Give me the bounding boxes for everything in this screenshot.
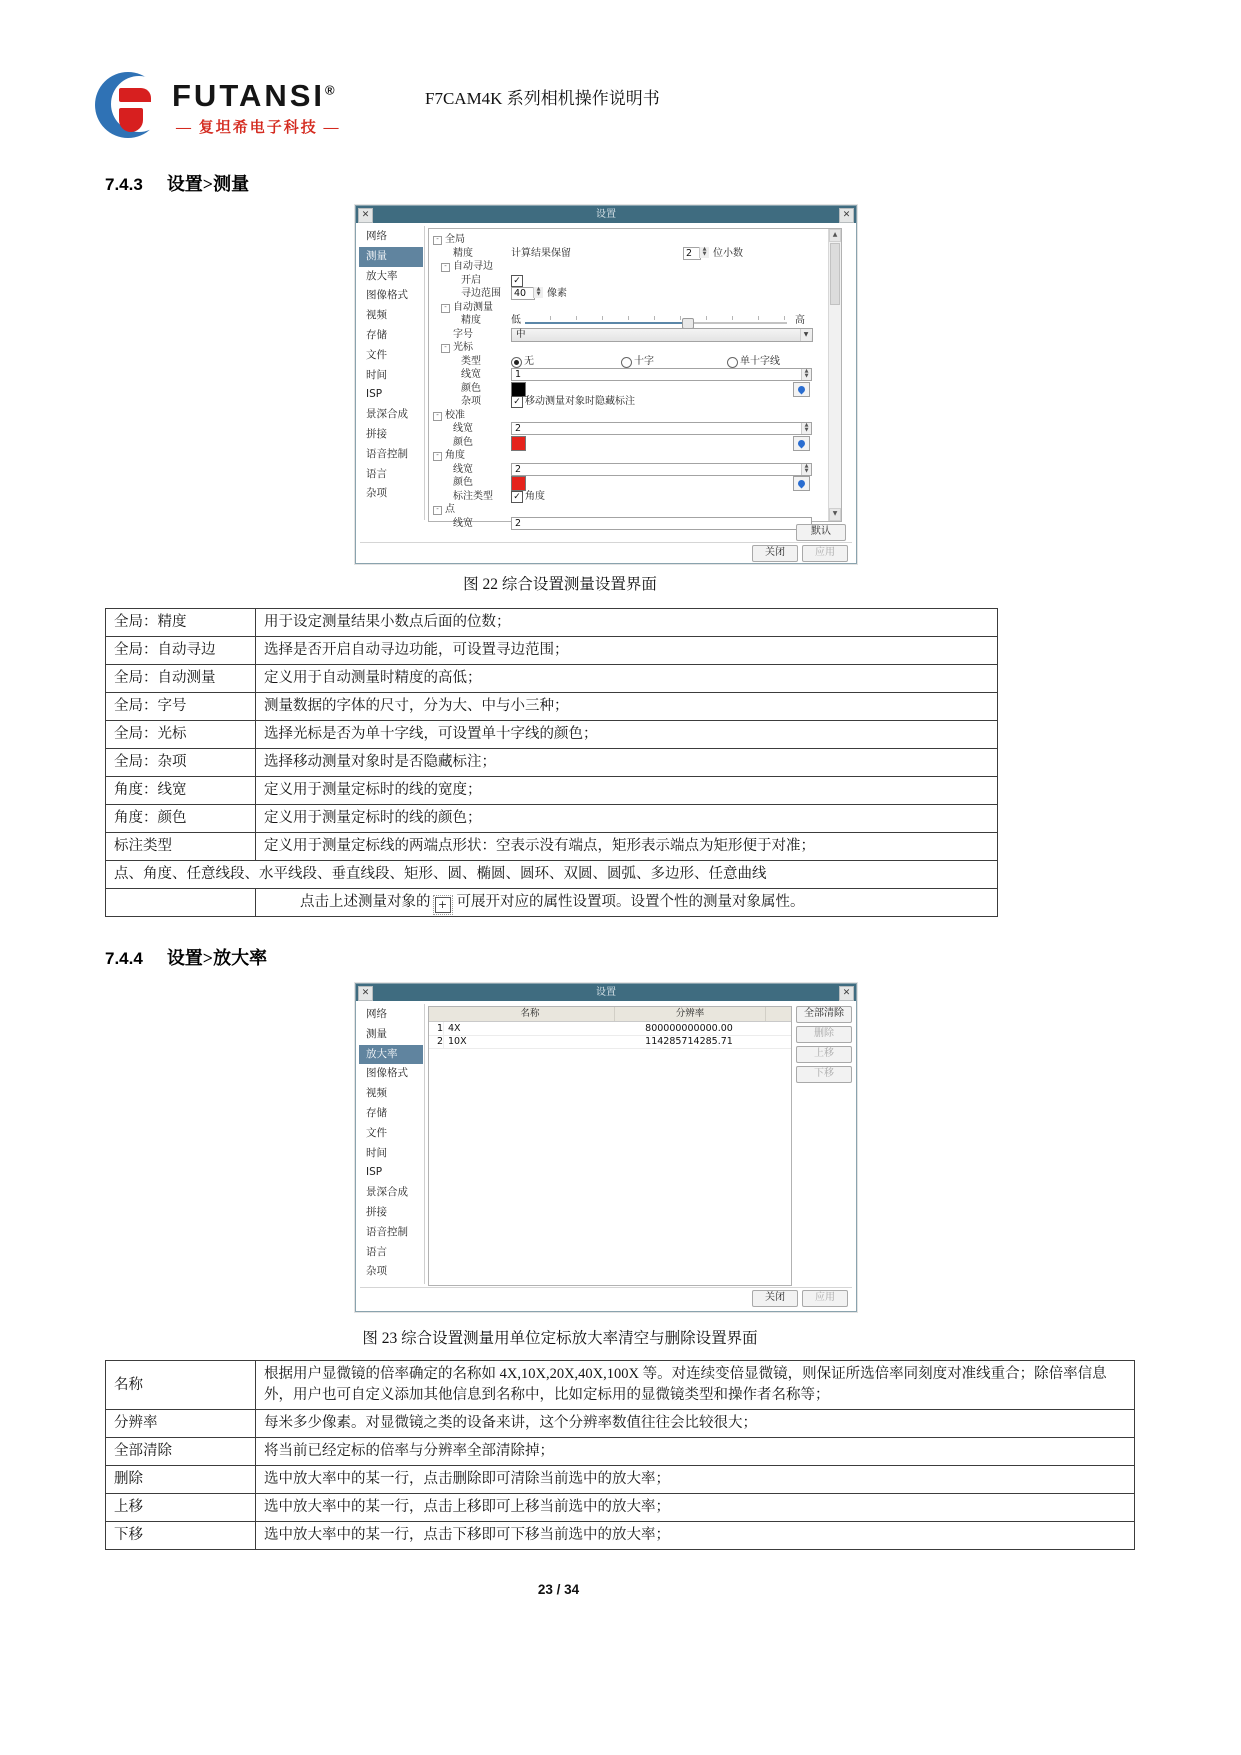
table-row [106, 1522, 1135, 1550]
setting-description: 定义用于测量定标时的线的颜色； [256, 805, 998, 833]
scroll-up-icon[interactable]: ▲ [829, 229, 841, 242]
sidebar-divider [424, 226, 425, 520]
expander-icon[interactable]: - [441, 263, 450, 272]
setting-label: 分辨率 [106, 1410, 256, 1438]
radio-cursor-single-crossline[interactable] [727, 357, 738, 368]
table-row [106, 833, 998, 861]
expander-icon[interactable]: - [441, 304, 450, 313]
setting-description: 用于设定测量结果小数点后面的位数； [256, 609, 998, 637]
setting-label: 全局：精度 [106, 609, 256, 637]
font-size-dropdown[interactable]: 中 ▼ [511, 328, 813, 342]
move-down-button[interactable]: 下移 [796, 1066, 852, 1083]
sidebar-item-time[interactable]: 时间 [366, 1146, 387, 1159]
spinner-arrows-icon[interactable]: ▲ ▼ [699, 247, 709, 258]
tree-row-point-linewidth: 线宽 2 [429, 517, 841, 530]
setting-label: 全部清除 [106, 1438, 256, 1466]
expand-plus-icon: + [435, 897, 451, 913]
sidebar-item-image-format[interactable]: 图像格式 [366, 1067, 408, 1080]
table-row [106, 805, 998, 833]
setting-label: 名称 [106, 1361, 256, 1410]
cursor-linewidth-input[interactable]: 1 ▲ ▼ [511, 368, 812, 381]
tree-row-angle-color: 颜色 [429, 476, 841, 489]
setting-label: 全局：杂项 [106, 749, 256, 777]
sidebar-divider [424, 1004, 425, 1284]
setting-description: 选择是否开启自动寻边功能，可设置寻边范围； [256, 637, 998, 665]
table-row [106, 721, 998, 749]
move-up-button[interactable]: 上移 [796, 1046, 852, 1063]
close-button[interactable]: 关闭 [752, 545, 798, 562]
tree-row-cursor-misc: 杂项 ✓ 移动测量对象时隐藏标注 [461, 396, 635, 407]
setting-description: 选择光标是否为单十字线，可设置单十字线的颜色； [256, 721, 998, 749]
sidebar-item-time[interactable]: 时间 [366, 368, 387, 381]
magnification-resolution: 114285714285.71 [645, 1036, 733, 1047]
apply-button[interactable]: 应用 [802, 545, 848, 562]
table-row [106, 637, 998, 665]
sidebar-item-storage[interactable]: 存储 [366, 328, 387, 341]
sidebar-item-video[interactable]: 视频 [366, 1087, 387, 1100]
sidebar-item-video[interactable]: 视频 [366, 309, 387, 322]
tree-row-edge-range: 寻边范围 40 ▲ ▼ 像素 [461, 286, 567, 299]
setting-label: 全局：自动寻边 [106, 637, 256, 665]
setting-label: 上移 [106, 1494, 256, 1522]
spinner-arrows-icon[interactable]: ▲ ▼ [801, 423, 811, 434]
tree-row-cursor-color: 颜色 [429, 382, 841, 395]
tree-group-point: - 点 [429, 503, 841, 516]
spinner-arrows-icon[interactable]: ▲ ▼ [533, 287, 543, 298]
sidebar-item-focus-stacking[interactable]: 景深合成 [366, 408, 408, 421]
sidebar-item-misc[interactable]: 杂项 [366, 487, 387, 500]
table-row [106, 693, 998, 721]
setting-description: 定义用于自动测量时精度的高低； [256, 665, 998, 693]
sidebar-item-language[interactable]: 语言 [366, 1245, 387, 1258]
magnification-resolution: 800000000000.00 [645, 1023, 733, 1034]
sidebar-item-measure[interactable]: 测量 [366, 1027, 387, 1040]
page-number: 23 / 34 [537, 1582, 580, 1597]
sidebar-item-isp[interactable]: ISP [366, 388, 383, 401]
sidebar-item-measure[interactable]: 测量 [359, 247, 423, 267]
expander-icon[interactable]: - [433, 412, 442, 421]
sidebar-item-language[interactable]: 语言 [366, 467, 387, 480]
figure-23-caption: 图 23 综合设置测量用单位定标放大率清空与删除设置界面 [362, 1330, 758, 1347]
name-column-header: 名称 [446, 1007, 615, 1021]
expander-icon[interactable]: - [441, 344, 450, 353]
tree-group-calibration: - 校准 [429, 409, 841, 422]
document-title: F7CAM4K 系列相机操作说明书 [425, 89, 660, 108]
setting-description: 选中放大率中的某一行，点击下移即可下移当前选中的放大率； [256, 1522, 1135, 1550]
tree-group-auto-measure: - 自动测量 [429, 301, 841, 314]
dialog-titlebar[interactable] [356, 206, 856, 223]
tree-row-am-precision: 精度 低 高 [429, 314, 841, 327]
magnification-table [428, 1006, 792, 1286]
registered-mark: ® [325, 82, 335, 98]
close-button[interactable]: 关闭 [752, 1290, 798, 1307]
footer-divider [360, 1287, 852, 1288]
table-row [106, 777, 998, 805]
expander-icon[interactable]: - [433, 452, 442, 461]
sidebar-item-magnification[interactable]: 放大率 [359, 1045, 423, 1065]
magnification-row[interactable] [429, 1022, 791, 1036]
section-heading-743: 7.4.3 设置>测量 [105, 174, 250, 194]
note-cell: 点击上述测量对象的 + 可展开对应的属性设置项。设置个性的测量对象属性。 [256, 889, 998, 917]
figure-22-caption: 图 22 综合设置测量设置界面 [463, 576, 657, 593]
precision-spinner[interactable]: 2 [683, 247, 701, 260]
magnification-row[interactable] [429, 1035, 791, 1049]
expander-icon[interactable]: - [433, 506, 442, 515]
resolution-column-header: 分辨率 [615, 1007, 766, 1021]
brand-name: FUTANSI® [172, 78, 335, 113]
sidebar-item-misc[interactable]: 杂项 [366, 1265, 387, 1278]
dialog-title: 设置 [596, 987, 616, 998]
table-row [106, 665, 998, 693]
setting-description: 定义用于测量定标线的两端点形状：空表示没有端点，矩形表示端点为矩形便于对准； [256, 833, 998, 861]
radio-cursor-none[interactable] [511, 357, 522, 368]
setting-description: 选择移动测量对象时是否隐藏标注； [256, 749, 998, 777]
sidebar-item-storage[interactable]: 存储 [366, 1106, 387, 1119]
dialog-app-icon: ✕ [358, 208, 373, 223]
marker-type-checkbox[interactable]: ✓ [511, 491, 523, 503]
tree-group-angle: - 角度 [429, 449, 841, 462]
sidebar-item-voice-control[interactable]: 语音控制 [366, 1225, 408, 1238]
expander-icon[interactable]: - [433, 236, 442, 245]
magnification-name: 4X [443, 1022, 614, 1035]
futansi-logo-icon [95, 72, 161, 138]
slider-ticks [525, 316, 787, 320]
tree-row-marker-type: 标注类型 ✓ 角度 [453, 490, 545, 502]
grid-header [429, 1007, 791, 1022]
sidebar-item-network[interactable]: 网络 [366, 230, 387, 242]
angle-linewidth-input[interactable]: 2 ▲ ▼ [511, 463, 812, 476]
setting-description: 测量数据的字体的尺寸，分为大、中与小三种； [256, 693, 998, 721]
setting-description: 选中放大率中的某一行，点击删除即可清除当前选中的放大率； [256, 1466, 1135, 1494]
row-number: 2 [436, 1036, 443, 1047]
setting-description: 每米多少像素。对显微镜之类的设备来讲，这个分辨率数值往往会比较很大； [256, 1410, 1135, 1438]
setting-label: 全局：光标 [106, 721, 256, 749]
table-row [106, 609, 998, 637]
vertical-scrollbar[interactable] [828, 229, 841, 521]
spinner-arrows-icon[interactable]: ▲ ▼ [801, 464, 811, 475]
table-row [106, 749, 998, 777]
settings-dialog-magnification [355, 983, 857, 1312]
tree-group-auto-edge: - 自动寻边 [429, 260, 841, 273]
tree-row-angle-linewidth: 线宽 2 ▲ ▼ [429, 463, 841, 476]
delete-button[interactable]: 删除 [796, 1026, 852, 1043]
footer-divider [360, 542, 852, 543]
settings-sidebar [359, 1005, 423, 1282]
table-row [106, 1466, 1135, 1494]
magnification-settings-table [105, 1360, 1135, 1550]
dialog-titlebar[interactable] [356, 984, 856, 1001]
sidebar-item-network[interactable]: 网络 [366, 1008, 387, 1020]
sidebar-item-file[interactable]: 文件 [366, 348, 387, 361]
sidebar-item-voice-control[interactable]: 语音控制 [366, 447, 408, 460]
setting-label: 删除 [106, 1466, 256, 1494]
sidebar-item-stitching[interactable]: 拼接 [366, 427, 387, 440]
tree-group-global: - 全局 [429, 233, 841, 246]
precision-slider[interactable] [525, 318, 787, 325]
setting-label: 下移 [106, 1522, 256, 1550]
measure-object-list: 点、角度、任意线段、水平线段、垂直线段、矩形、圆、椭圆、圆环、双圆、圆弧、多边形、任意曲线 [106, 861, 998, 889]
table-row-measure-objects [106, 861, 998, 889]
table-row [106, 1361, 1135, 1410]
spinner-arrows-icon[interactable]: ▲ ▼ [801, 369, 811, 380]
close-icon[interactable]: ✕ [839, 986, 854, 1001]
tree-group-cursor: - 光标 [429, 341, 841, 354]
sidebar-item-magnification[interactable]: 放大率 [366, 269, 398, 282]
setting-description: 根据用户显微镜的倍率确定的名称如 4X,10X,20X,40X,100X 等。对连续变倍显微镜，则保证所选倍率同刻度对准线重合；除倍率信息外，用户也可自定义添加其他信息到名称中，比如定标用的显微镜类型和操作者名称等； [256, 1361, 1135, 1410]
dialog-title: 设置 [596, 209, 616, 220]
table-row [106, 1438, 1135, 1466]
tree-row-cursor-linewidth: 线宽 1 ▲ ▼ [429, 368, 841, 381]
setting-label: 角度：颜色 [106, 805, 256, 833]
magnification-name: 10X [443, 1035, 614, 1048]
point-linewidth-input[interactable]: 2 [511, 517, 812, 530]
sidebar-item-isp[interactable]: ISP [366, 1166, 383, 1179]
sidebar-item-file[interactable]: 文件 [366, 1126, 387, 1139]
table-row [106, 1410, 1135, 1438]
scroll-down-icon[interactable]: ▼ [829, 508, 841, 521]
chevron-down-icon[interactable]: ▼ [800, 329, 811, 341]
apply-button[interactable]: 应用 [802, 1290, 848, 1307]
measure-settings-table [105, 608, 998, 917]
tree-row-calib-color: 颜色 [429, 436, 841, 449]
clear-all-button[interactable]: 全部清除 [796, 1006, 852, 1023]
setting-description: 选中放大率中的某一行，点击上移即可上移当前选中的放大率； [256, 1494, 1135, 1522]
setting-label: 角度：线宽 [106, 777, 256, 805]
setting-description: 定义用于测量定标时的线的宽度； [256, 777, 998, 805]
close-icon[interactable]: ✕ [839, 208, 854, 223]
tree-row-cursor-type: 类型 无 十字 单十字线 [461, 355, 780, 367]
setting-description: 将当前已经定标的倍率与分辨率全部清除掉； [256, 1438, 1135, 1466]
table-row-note [106, 889, 998, 917]
default-button[interactable]: 默认 [796, 524, 846, 541]
settings-dialog-measure [355, 205, 857, 564]
empty-cell [106, 889, 256, 917]
section-heading-744: 7.4.4 设置>放大率 [105, 948, 268, 968]
brand-subtitle: — 复坦希电子科技 — [176, 120, 341, 136]
table-row [106, 1494, 1135, 1522]
settings-sidebar [359, 227, 423, 504]
calib-linewidth-input[interactable]: 2 ▲ ▼ [511, 422, 812, 435]
tree-row-calib-linewidth: 线宽 2 ▲ ▼ [429, 422, 841, 435]
tree-row-precision: 精度 计算结果保留 2 ▲ ▼ 位小数 [453, 245, 743, 259]
sidebar-item-focus-stacking[interactable]: 景深合成 [366, 1186, 408, 1199]
scrollbar-thumb[interactable] [830, 243, 840, 305]
tree-row-auto-edge-enable: 开启 ✓ [429, 274, 841, 287]
sidebar-item-stitching[interactable]: 拼接 [366, 1205, 387, 1218]
row-number: 1 [436, 1023, 443, 1034]
hide-annotation-checkbox[interactable]: ✓ [511, 396, 523, 408]
dialog-app-icon: ✕ [358, 986, 373, 1001]
setting-label: 全局：自动测量 [106, 665, 256, 693]
measure-settings-tree [428, 228, 842, 529]
setting-label: 标注类型 [106, 833, 256, 861]
edge-range-spinner[interactable]: 40 [511, 287, 535, 300]
tree-row-font-size: 字号 中 ▼ [429, 328, 841, 341]
auto-edge-enable-checkbox[interactable]: ✓ [511, 275, 523, 287]
radio-cursor-cross[interactable] [621, 357, 632, 368]
setting-label: 全局：字号 [106, 693, 256, 721]
sidebar-item-image-format[interactable]: 图像格式 [366, 289, 408, 302]
